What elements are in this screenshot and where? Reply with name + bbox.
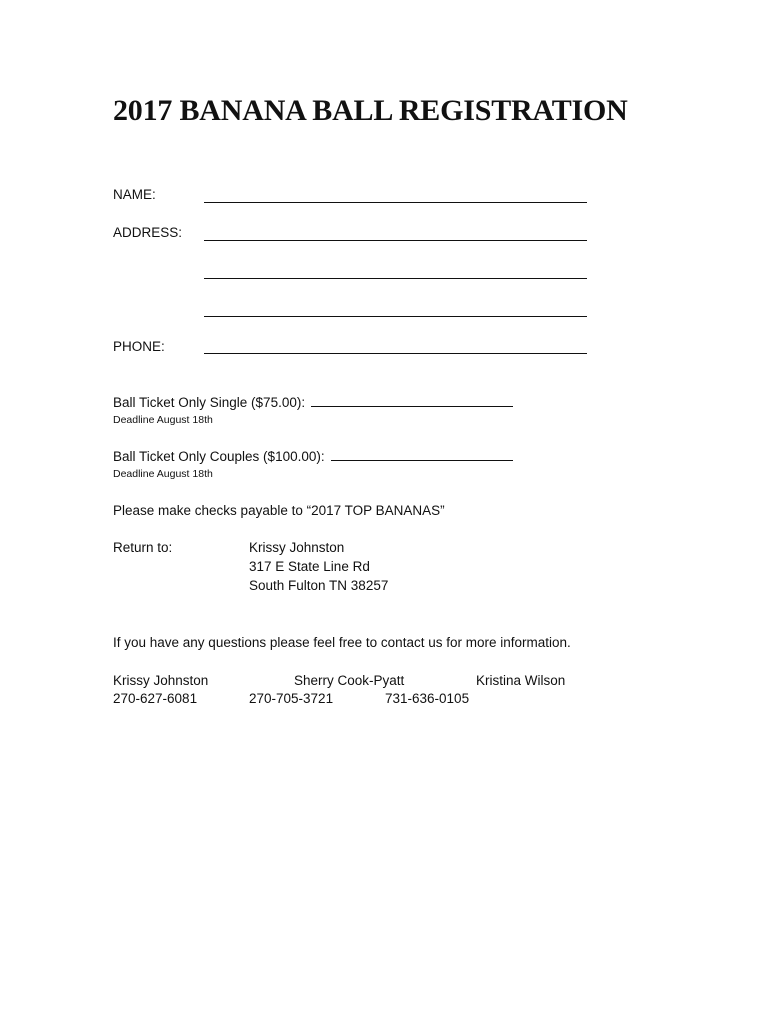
- single-ticket-label: Ball Ticket Only Single ($75.00):: [113, 395, 306, 410]
- contact-name: Sherry Cook-Pyatt: [294, 673, 405, 688]
- return-name: Krissy Johnston: [249, 540, 345, 555]
- name-label: NAME:: [113, 187, 156, 202]
- payable-note: Please make checks payable to “2017 TOP BANANAS”: [113, 503, 445, 518]
- questions-note: If you have any questions please feel free to contact us for more information.: [113, 635, 571, 650]
- couples-ticket-label: Ball Ticket Only Couples ($100.00):: [113, 449, 325, 464]
- return-street: 317 E State Line Rd: [249, 559, 370, 574]
- contact-phone: 731-636-0105: [385, 691, 470, 706]
- couples-ticket-deadline: Deadline August 18th: [113, 468, 213, 480]
- address-field-line-3[interactable]: [204, 316, 587, 317]
- contact-name: Krissy Johnston: [113, 673, 209, 688]
- name-field-line[interactable]: [204, 202, 587, 203]
- contact-name: Kristina Wilson: [476, 673, 566, 688]
- single-ticket-row: [113, 395, 513, 410]
- address-label: ADDRESS:: [113, 225, 183, 240]
- single-ticket-deadline: Deadline August 18th: [113, 414, 213, 426]
- single-ticket-field-line[interactable]: [311, 405, 513, 407]
- couples-ticket-row: [113, 449, 513, 464]
- couples-ticket-field-line[interactable]: [331, 459, 513, 461]
- return-city: South Fulton TN 38257: [249, 578, 389, 593]
- address-field-line-1[interactable]: [204, 240, 587, 241]
- contact-phone: 270-627-6081: [113, 691, 198, 706]
- phone-field-line[interactable]: [204, 353, 587, 354]
- return-to-label: Return to:: [113, 540, 173, 555]
- phone-label: PHONE:: [113, 339, 165, 354]
- contact-phone: 270-705-3721: [249, 691, 334, 706]
- address-field-line-2[interactable]: [204, 278, 587, 279]
- form-title: 2017 BANANA BALL REGISTRATION: [113, 94, 628, 127]
